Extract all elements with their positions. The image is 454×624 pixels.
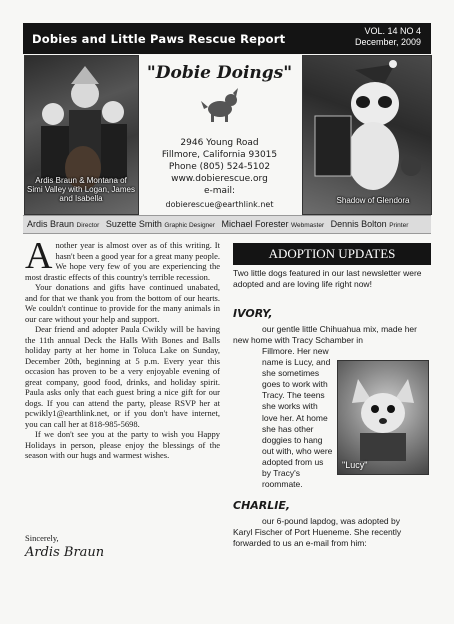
issue-info bbox=[355, 26, 421, 48]
shadow-photo-caption: Shadow of Glendora bbox=[336, 196, 410, 205]
website-url: www.dobierescue.org bbox=[171, 174, 268, 184]
volume-number: VOL. 14 NO 4 bbox=[364, 26, 421, 36]
email-label: e-mail: bbox=[203, 186, 236, 196]
email-address: dobierescue@earthlink.net bbox=[165, 200, 274, 209]
adoption-intro: Two little dogs featured in our last newsletter were adopted and are loving life right now! bbox=[233, 268, 422, 289]
letter-paragraph: Another year is almost over as of this writing. It hasn't been a good year for a great many people. We hope very few of you are experiencing the most drastic effects of this country's terrible recession. bbox=[25, 235, 220, 282]
drop-cap: A bbox=[25, 235, 53, 277]
staff-name: Michael Forester bbox=[221, 219, 289, 229]
charlie-story-lead: our 6-pound lapdog, was adopted by bbox=[262, 516, 400, 526]
charlie-story: Karyl Fischer of Port Hueneme. She recently forwarded to us an e-mail from him: bbox=[233, 527, 402, 548]
ivory-heading: IVORY, bbox=[233, 307, 273, 320]
shadow-dog-art bbox=[303, 56, 431, 214]
dog-logo-icon bbox=[200, 87, 242, 123]
letter-paragraph: Dear friend and adopter Paula Cwikly will be having the 11th annual Deck the Halls With Bones and Balls holiday party at her home in Toluca Lake on Sunday, December 20th, beginning at 5 p.m. Every year this occasion has proven to be a very enjoyable evening of great company, good food, drinks, and holiday spirit. Paula asks only that each guest bring a nice gift for our dogs. If you can attend the party, please RSVP her at pcwikly1@earthlink.net, or if you don't have internet, you can call her at 818-985-5698. bbox=[25, 324, 220, 429]
masthead bbox=[138, 55, 301, 213]
newsletter-header-band bbox=[23, 23, 431, 54]
letter-paragraph: Your donations and gifts have continued unabated, and for that we thank you from the bottom of our hearts. We couldn't continue to provide for the many animals in our care without your help and support. bbox=[25, 282, 220, 324]
phone-number: Phone (805) 524-5102 bbox=[168, 162, 271, 172]
shadow-dog-photo bbox=[302, 55, 432, 215]
street-address: 2946 Young Road bbox=[180, 138, 259, 148]
report-title: Dobies and Little Paws Rescue Report bbox=[32, 32, 286, 46]
ivory-story-lead: our gentle little Chihuahua mix, made her new home with Tracy Schamber in bbox=[233, 324, 417, 345]
staff-role: Graphic Designer bbox=[164, 222, 215, 229]
issue-date: December, 2009 bbox=[354, 37, 421, 47]
family-photo-caption: Ardis Braun & Montana of Simi Valley with Logan, James and Isabella bbox=[27, 176, 135, 203]
family-photo bbox=[24, 55, 139, 215]
lucy-dog-art bbox=[338, 361, 428, 474]
staff-role: Webmaster bbox=[291, 222, 325, 229]
staff-name: Suzette Smith bbox=[105, 219, 162, 229]
contact-info bbox=[138, 137, 301, 211]
lucy-photo bbox=[337, 360, 429, 475]
adoption-updates-heading: ADOPTION UPDATES bbox=[233, 243, 431, 265]
dobie-doings-logo: "Dobie Doings" bbox=[146, 63, 293, 83]
director-letter bbox=[25, 235, 220, 461]
signature: Ardis Braun bbox=[25, 545, 105, 560]
staff-bar bbox=[23, 215, 431, 234]
staff-role: Director bbox=[76, 222, 100, 229]
staff-role: Printer bbox=[389, 222, 409, 229]
staff-name: Ardis Braun bbox=[27, 219, 75, 229]
lucy-photo-caption: "Lucy" bbox=[342, 460, 368, 470]
charlie-heading: CHARLIE, bbox=[233, 499, 291, 512]
city-address: Fillmore, California 93015 bbox=[161, 150, 278, 160]
letter-paragraph: If we don't see you at the party to wish you Happy Holidays in person, please enjoy the blessings of the season with our hugs and warmest wishes. bbox=[25, 429, 220, 460]
ivory-story: Fillmore. Her new name is Lucy, and she sometimes goes to work with Tracy. The teens she works with love her. At home she has other doggies to hang out with, who were adopted from us by Tracy's roommate. bbox=[262, 346, 333, 490]
staff-name: Dennis Bolton bbox=[330, 219, 387, 229]
letter-closing: Sincerely, bbox=[25, 533, 59, 543]
